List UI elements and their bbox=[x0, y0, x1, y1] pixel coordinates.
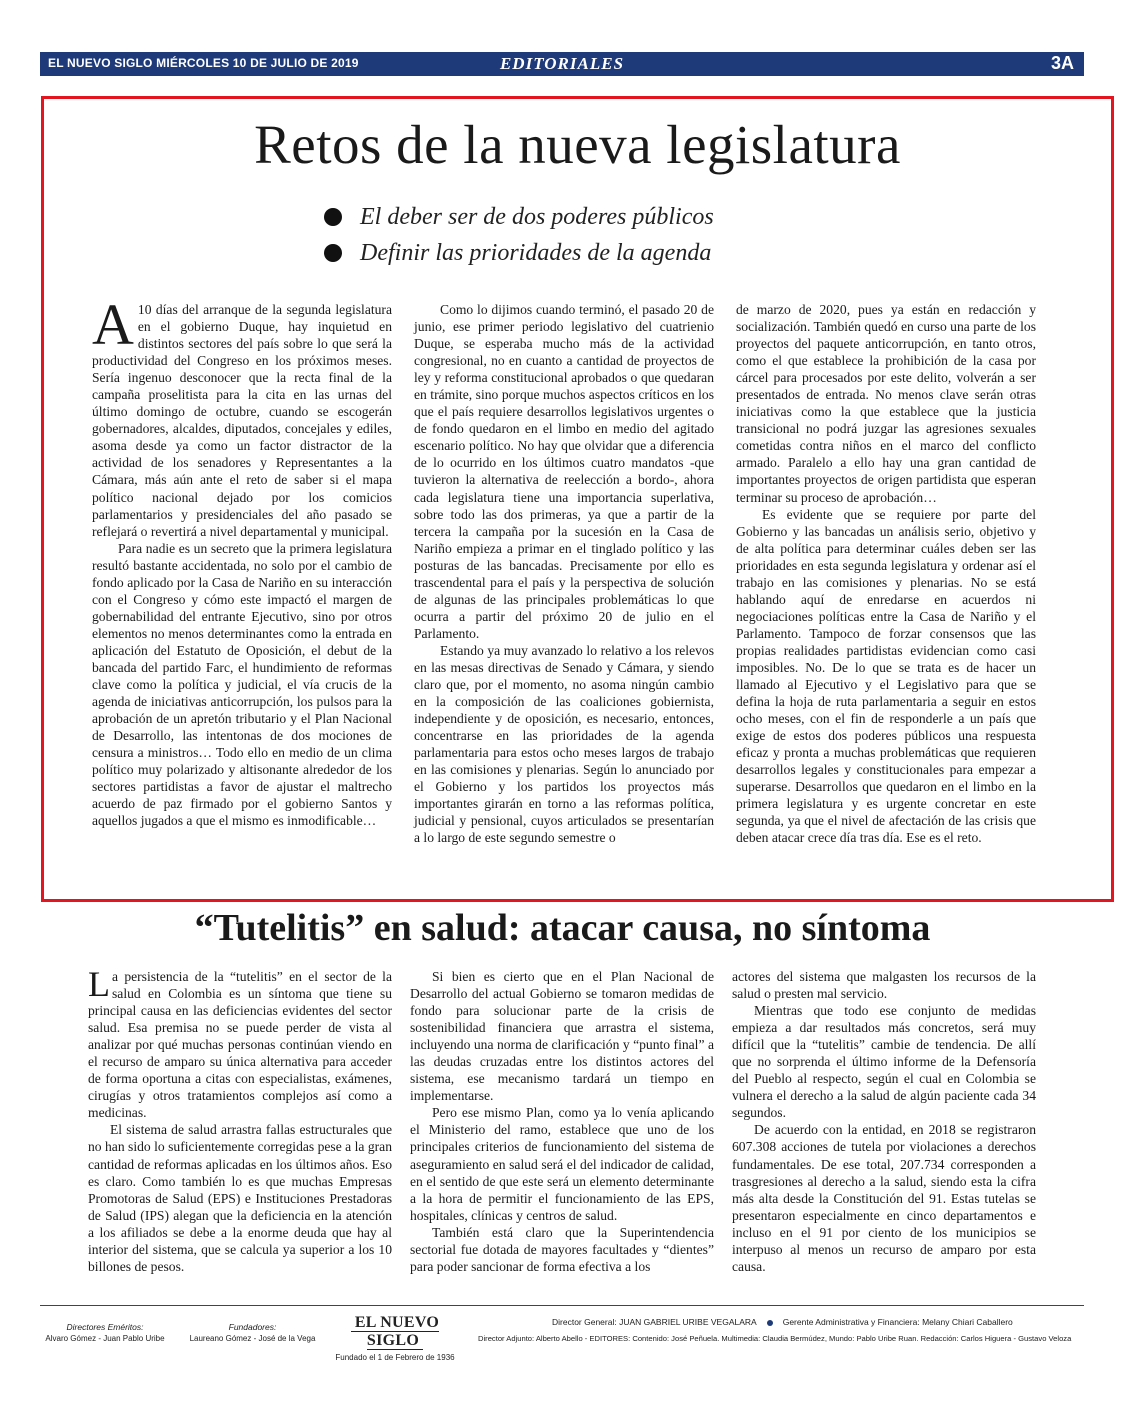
bullet-icon bbox=[324, 208, 342, 226]
staff-line-1 bbox=[552, 1317, 1013, 1327]
editorial-subheads bbox=[324, 199, 714, 271]
editorial-second-title: “Tutelitis” en salud: atacar causa, no síntoma bbox=[194, 907, 931, 949]
newspaper-logo: EL NUEVO SIGLO bbox=[351, 1314, 439, 1350]
editorial-main-frame bbox=[41, 96, 1114, 902]
emeritus-label: Directores Eméritos: bbox=[66, 1322, 144, 1332]
paragraph: Estando ya muy avanzado lo relativo a los relevos en las mesas directivas de Senado y Cámara, y siendo claro que, por el momento, no asoma ningún cambio en la composición de las coaliciones gobiernista, independiente y de oposición, es necesario, entonces, concentrarse en las prioridades de la agenda parlamentaria para estos ocho meses largos de trabajo en las comisiones y plenarias. Según lo anunciado por el Gobierno y los partidos los proyectos más importantes girarán en torno a las reformas política, judicial y pensional, cuyos articulados se presentarían a lo largo de este segundo semestre o bbox=[414, 642, 714, 846]
paragraph: Mientras que todo ese conjunto de medidas empieza a dar resultados más concretos, será muy difícil que la “tutelitis” cambie de tendencia. De allí que no sorprenda el último informe de la Defensoría del Pueblo al respecto, según el cual en Colombia se vulnera el derecho a la salud de algún paciente cada 34 segundos. bbox=[732, 1003, 1036, 1121]
second-column-1 bbox=[88, 964, 392, 1275]
subhead-text: El deber ser de dos poderes públicos bbox=[360, 203, 714, 230]
editorial-main-title: Retos de la nueva legislatura bbox=[254, 114, 901, 175]
paragraph: de marzo de 2020, pues ya están en redacción y socialización. También quedó en curso una parte de los proyectos del paquete anticorrupción, en tanto otros, como el que establece la prohibición de la casa por cárcel para procesados por este delito, volverán a ser presentados de entrada. No menos clave serán otras iniciativas como la que establece que la justicia transicional no podrá juzgar las agresiones sexuales cometidas contra niños en el marco del conflicto armado. Paralelo a ello hay una gran cantidad de importantes proyectos de origen partidista que esperan terminar su proceso de aprobación… bbox=[736, 302, 1036, 505]
paragraph bbox=[88, 964, 392, 1121]
emeritus-directors bbox=[40, 1322, 170, 1343]
emeritus-names: Alvaro Gómez - Juan Pablo Uribe bbox=[45, 1334, 165, 1343]
founders-names: Laureano Gómez - José de la Vega bbox=[189, 1334, 316, 1343]
section-title: EDITORIALES bbox=[499, 54, 625, 73]
paragraph: Pero ese mismo Plan, como ya lo venía aplicando el Ministerio del ramo, establece que uno de los principales criterios de funcionamiento del sistema de aseguramiento en salud será el del indicador de calidad, en el sentido de que este será un elemento determinante a la hora de permitir el funcionamiento de las EPS, hospitales, clínicas y centros de salud. bbox=[410, 1105, 714, 1223]
page-header-bar bbox=[40, 52, 1084, 76]
founded-date: Fundado el 1 de Febrero de 1936 bbox=[335, 1353, 455, 1362]
director-general: Director General: JUAN GABRIEL URIBE VEGALARA bbox=[552, 1317, 757, 1327]
page-number: 3A bbox=[1050, 53, 1074, 73]
subhead-text: Definir las prioridades de la agenda bbox=[360, 239, 712, 266]
editorial-column-1 bbox=[92, 292, 392, 829]
paragraph: Si bien es cierto que en el Plan Nacional de Desarrollo del actual Gobierno se tomaron medidas de fondo para solucionar parte de la crisis de sostenibilidad financiera que arrastra el sistema, incluyendo una norma de clarificación y “punto final” a las deudas cruzadas entre los distintos actores del sistema, ese mecanismo tardará un tiempo en implementarse. bbox=[410, 969, 714, 1104]
paragraph: De acuerdo con la entidad, en 2018 se registraron 607.308 acciones de tutela por violaciones a derechos fundamentales. De ese total, 207.734 corresponden a trasgresiones al derecho a la salud, siendo esta la cifra más alta desde la Constitución del 91. Estas tutelas se presentaron especialmente en cinco departamentos e incluso en el 91 por ciento de los municipios se interpuso al menos un recurso de amparo por esta causa. bbox=[732, 1122, 1036, 1274]
bullet-icon bbox=[324, 244, 342, 262]
paragraph-text: 10 días del arranque de la segunda legislatura en el gobierno Duque, hay inquietud en distintos sectores del país sobre lo que será la productividad del Congreso en los próximos meses. Sería ingenuo desconocer que la recta final de la campaña proselitista para la cita en las urnas del último domingo de octubre, cuando se escogerán gobernadores, alcaldes, diputados, concejales y ediles, asoma desde ya como un factor distractor de la actividad de los senadores y Representantes a la Cámara, más aún ante el reto de saber si el mapa político nacional dejado por los comicios parlamentarios y presidenciales del año pasado se reflejará o revertirá a nivel departamental y municipal. bbox=[92, 302, 392, 539]
paragraph: También está claro que la Superintendencia sectorial fue dotada de mayores facultades y “dientes” para poder sancionar de forma efectiva a los bbox=[410, 1224, 714, 1274]
header-date: EL NUEVO SIGLO MIÉRCOLES 10 DE JULIO DE 2019 bbox=[48, 56, 359, 70]
footer-divider bbox=[40, 1305, 1084, 1306]
paragraph: El sistema de salud arrastra fallas estructurales que no han sido lo suficientemente corregidas pese a la gran cantidad de reformas aplicadas en los últimos años. Eso es claro. Como también lo es que muchas Empresas Promotoras de Salud (EPS) e Instituciones Prestadoras de Salud (IPS) alegan que la deficiencia en la atención a los afiliados se debe a la enorme deuda que hay al interior del sistema, que se calcula ya superior a los 10 billones de pesos. bbox=[88, 1122, 392, 1274]
second-column-2 bbox=[410, 968, 714, 1275]
drop-cap: A bbox=[92, 292, 134, 357]
paragraph bbox=[92, 292, 392, 540]
paragraph: Para nadie es un secreto que la primera legislatura resultó bastante accidentada, no solo por el cambio de fondo aplicado por la Casa de Nariño en su interacción con el Congreso y cómo este impactó el margen de gobernabilidad del entrante Ejecutivo, sino por otros elementos no menos determinantes como la entrada en aplicación del Estatuto de Oposición, el debut de la bancada del partido Farc, el hundimiento de reformas clave como la política y judicial, el vía crucis de la agenda de iniciativas anticorrupción, los pulsos para la aprobación de un apretón tributario y el Plan Nacional de Desarrollo, las intentonas de dos mociones de censura a ministros… Todo ello en medio de un clima político muy polarizado y altisonante alrededor de los sectores partidistas a favor de ajustar el maltrecho acuerdo de paz firmado por el gobierno Santos y aquellos jugados a que el mismo es inmodificable… bbox=[92, 540, 392, 829]
drop-cap: L bbox=[88, 964, 110, 1004]
paragraph: actores del sistema que malgasten los recursos de la salud o presten mal servicio. bbox=[732, 969, 1036, 1002]
masthead-footer bbox=[40, 1314, 1084, 1362]
subhead-item bbox=[324, 235, 714, 271]
paragraph-text: a persistencia de la “tutelitis” en el sector de la salud en Colombia es un síntoma que tiene su principal causa en las deficiencias evidentes del sector salud. Esa premisa no se puede perder de vista al analizar por qué muchas personas continúan viendo en el recurso de amparo su única alternativa para acceder de forma oportuna a citas con especialistas, exámenes, cirugías y otros tratamientos complejos así como a medicinas. bbox=[88, 969, 392, 1121]
editorial-column-3 bbox=[736, 301, 1036, 847]
paragraph: Es evidente que se requiere por parte del Gobierno y las bancadas un análisis serio, objetivo y de alta política para determinar cuáles deben ser las prioridades en esta segunda legislatura y ordenar así el trabajo en las comisiones y plenarias. No se está hablando aquí de enredarse en acuerdos ni negociaciones políticas entre la Casa de Nariño y el Parlamento. Tampoco de forzar consensos que las propias realidades partidistas evidencian como casi imposibles. No. De lo que se trata es de hacer un llamado al Ejecutivo y el Legislativo para que se defina la hoja de ruta parlamentaria a seguir en estos ocho meses, con el fin de responderle a un país que exige de estos dos poderes públicos una respuesta eficaz y pronta a muchas problemáticas que requieren desarrollos legales y constitucionales para empezar a superarse. Desarrollos que quedaron en el limbo en la primera legislatura y es urgente concretar en este segunda, ya que el nivel de afectación de las crisis que deben atacar crece día tras día. Ese es el reto. bbox=[736, 506, 1036, 846]
subhead-item bbox=[324, 199, 714, 235]
second-column-3 bbox=[732, 968, 1036, 1275]
general-manager: Gerente Administrativa y Financiera: Melany Chiari Caballero bbox=[782, 1317, 1013, 1327]
staff-line-2: Director Adjunto: Alberto Abello - EDITORES: Contenido: José Peñuela. Multimedia: Claudia Bermúdez, Mundo: Pablo Uribe Ruan. Redacción: Carlos Higuera - Gustavo Veloza bbox=[478, 1334, 1072, 1343]
newspaper-logo-block bbox=[325, 1314, 465, 1362]
founders-label: Fundadores: bbox=[228, 1322, 277, 1332]
paragraph: Como lo dijimos cuando terminó, el pasado 20 de junio, ese primer periodo legislativo del cuatrienio Duque, se esperaba mucho más de la actividad congresional, no en cuanto a cantidad de proyectos de ley y reforma constitucional aprobados o que quedaran en trámite, sino porque muchos aspectos críticos en los que el país requiere desarrollos legislativos urgentes o de fondo quedaron en el limbo en medio del agitado escenario político. No hay que olvidar que a diferencia de lo ocurrido en los últimos cuatro mandatos -que tuvieron la alternativa de reelección a bordo-, ahora cada legislatura tiene una importancia superlativa, sobre todo las dos primeras, ya que a partir de la tercera la campaña por la sucesión en la Casa de Nariño empieza a primar en el tinglado político y las posturas de las bancadas. Precisamente por ello es trascendental para el país y la perspectiva de solución de algunas de las principales problemáticas lo que ocurra a partir del próximo 20 de julio en el Parlamento. bbox=[414, 302, 714, 641]
founders bbox=[180, 1322, 325, 1343]
separator-dot-icon bbox=[767, 1320, 773, 1326]
editorial-column-2 bbox=[414, 301, 714, 847]
